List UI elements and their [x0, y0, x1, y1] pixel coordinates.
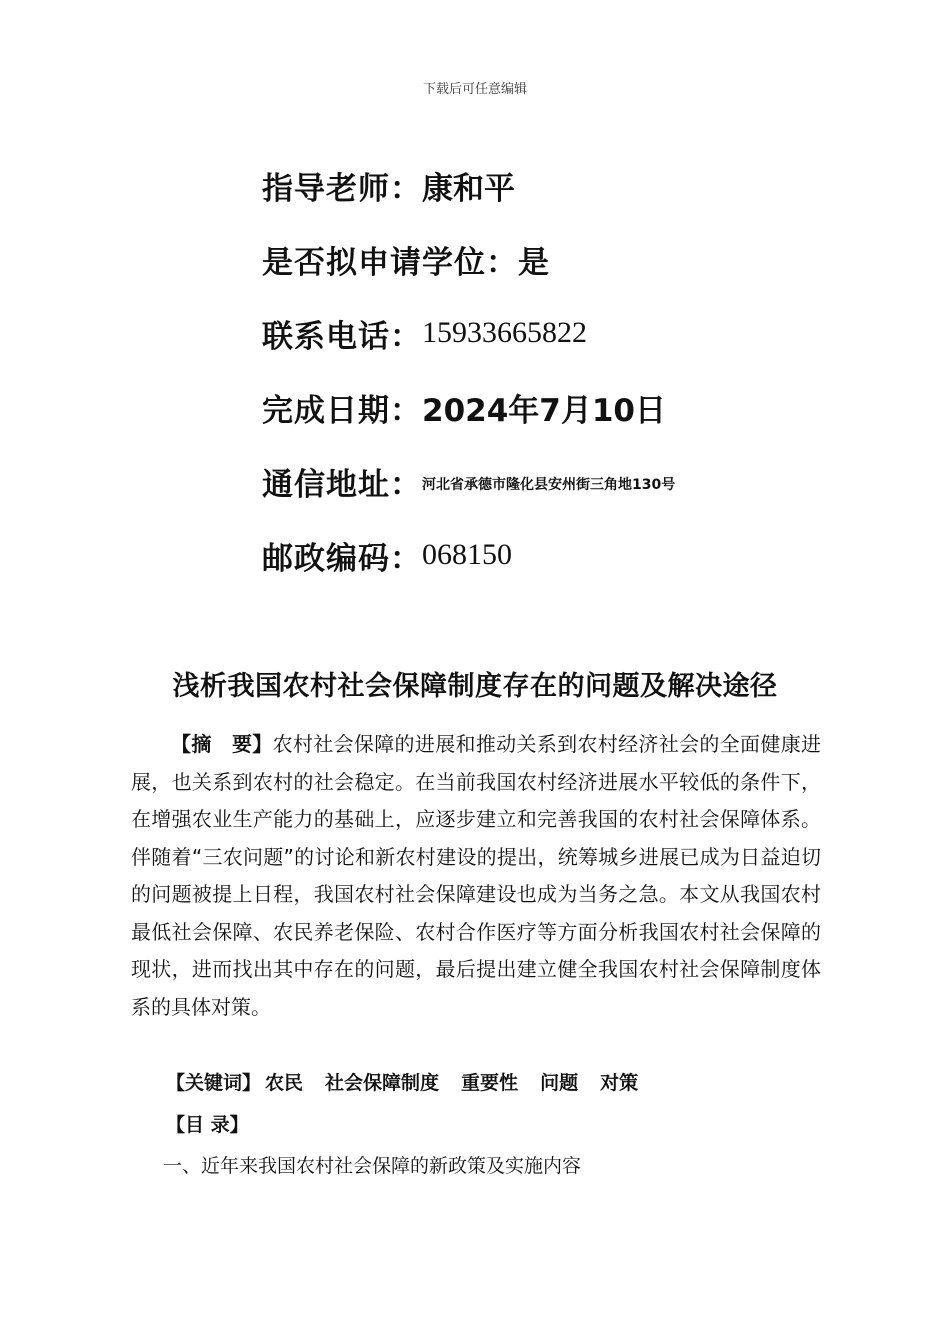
degree-value: 是 — [518, 244, 549, 281]
keyword-item: 对策 — [600, 1072, 639, 1094]
degree-label: 是否拟申请学位： — [262, 244, 518, 281]
advisor-value: 康和平 — [422, 170, 515, 207]
keyword-item: 农民 — [265, 1072, 304, 1094]
keywords-line — [166, 1068, 660, 1095]
date-label: 完成日期： — [262, 392, 422, 429]
postcode-label: 邮政编码： — [262, 540, 422, 577]
date-value: 2024年7月10日 — [422, 392, 666, 429]
page-header-note: 下载后可任意编辑 — [422, 82, 527, 97]
advisor-row — [262, 148, 675, 222]
abstract-label: 【摘 要】 — [171, 732, 273, 756]
abstract-paragraph — [131, 726, 821, 1026]
keywords-label: 【关键词】 — [166, 1072, 262, 1094]
cover-info-block — [262, 148, 675, 592]
advisor-label: 指导老师： — [262, 170, 422, 207]
abstract-text: 农村社会保障的进展和推动关系到农村经济社会的全面健康进展，也关系到农村的社会稳定。在当前我国农村经济进展水平较低的条件下，在增强农业生产能力的基础上，应逐步建立和完善我国的农村社会保障体系。伴随着“三农问题”的讨论和新农村建设的提出，统筹城乡进展已成为日益迫切的问题被提上日程，我国农村社会保障建设也成为当务之急。本文从我国农村最低社会保障、农民养老保险、农村合作医疗等方面分析我国农村社会保障的现状，进而找出其中存在的问题，最后提出建立健全我国农村社会保障制度体系的具体对策。 — [131, 732, 822, 1019]
keyword-item: 问题 — [540, 1072, 579, 1094]
toc-heading: 【目 录】 — [166, 1114, 249, 1136]
address-label: 通信地址： — [262, 466, 422, 503]
keyword-item: 社会保障制度 — [325, 1072, 440, 1094]
date-row — [262, 370, 675, 444]
postcode-row — [262, 518, 675, 592]
degree-row — [262, 222, 675, 296]
keyword-item: 重要性 — [461, 1072, 519, 1094]
postcode-value: 068150 — [422, 538, 512, 571]
address-value: 河北省承德市隆化县安州街三角地130号 — [422, 477, 676, 493]
phone-label: 联系电话： — [262, 318, 422, 355]
toc-item: 一、近年来我国农村社会保障的新政策及实施内容 — [163, 1155, 582, 1177]
paper-title: 浅析我国农村社会保障制度存在的问题及解决途径 — [172, 671, 778, 702]
address-row — [262, 444, 675, 518]
phone-value: 15933665822 — [422, 316, 587, 349]
phone-row — [262, 296, 675, 370]
